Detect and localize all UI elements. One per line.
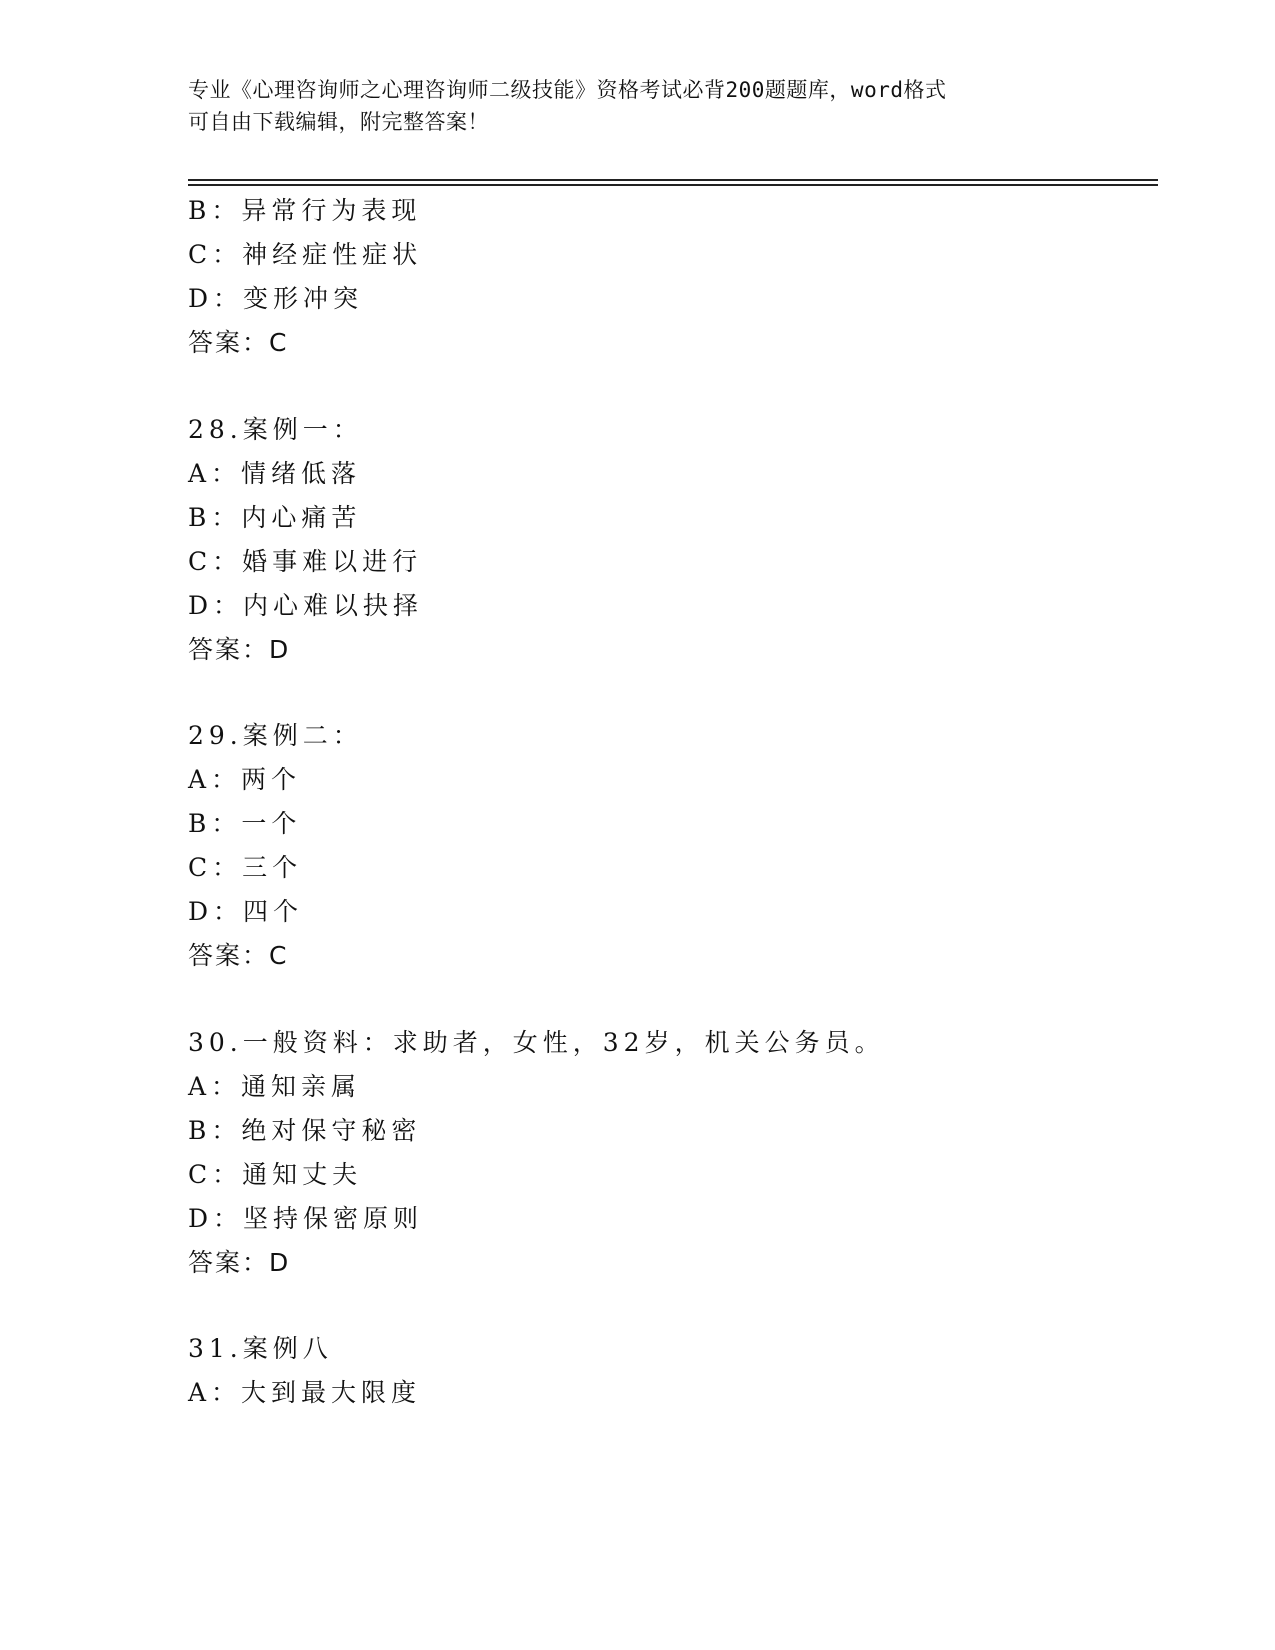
question-stem: 31.案例八 <box>188 1334 333 1363</box>
option-c: C：婚事难以进行 <box>188 547 423 576</box>
answer: 答案：C <box>188 328 289 357</box>
option-b: B：绝对保守秘密 <box>188 1116 422 1145</box>
option-d: D：变形冲突 <box>188 284 364 313</box>
option-d: D：四个 <box>188 897 304 926</box>
question-stem: 28.案例一： <box>188 415 363 444</box>
option-d: D：坚持保密原则 <box>188 1204 424 1233</box>
option-a: A：情绪低落 <box>188 459 362 488</box>
question-stem: 30.一般资料：求助者，女性，32岁，机关公务员。 <box>188 1028 885 1057</box>
answer: 答案：C <box>188 941 289 970</box>
option-c: C：三个 <box>188 853 303 882</box>
option-c: C：通知丈夫 <box>188 1160 363 1189</box>
header-divider-bottom <box>188 184 1158 186</box>
answer: 答案：D <box>188 635 291 664</box>
document-header <box>188 74 1088 138</box>
answer: 答案：D <box>188 1248 291 1277</box>
option-a: A：两个 <box>188 765 302 794</box>
header-line-1: 专业《心理咨询师之心理咨询师二级技能》资格考试必背200题题库，word格式 <box>188 78 947 102</box>
option-c: C：神经症性症状 <box>188 240 423 269</box>
option-b: B：异常行为表现 <box>188 196 422 225</box>
option-a: A：通知亲属 <box>188 1072 362 1101</box>
option-b: B：内心痛苦 <box>188 503 362 532</box>
question-stem: 29.案例二： <box>188 721 363 750</box>
header-divider-top <box>188 179 1158 181</box>
option-d: D：内心难以抉择 <box>188 591 424 620</box>
option-b: B：一个 <box>188 809 302 838</box>
header-line-2: 可自由下载编辑，附完整答案！ <box>188 110 489 134</box>
option-a: A：大到最大限度 <box>188 1378 422 1407</box>
